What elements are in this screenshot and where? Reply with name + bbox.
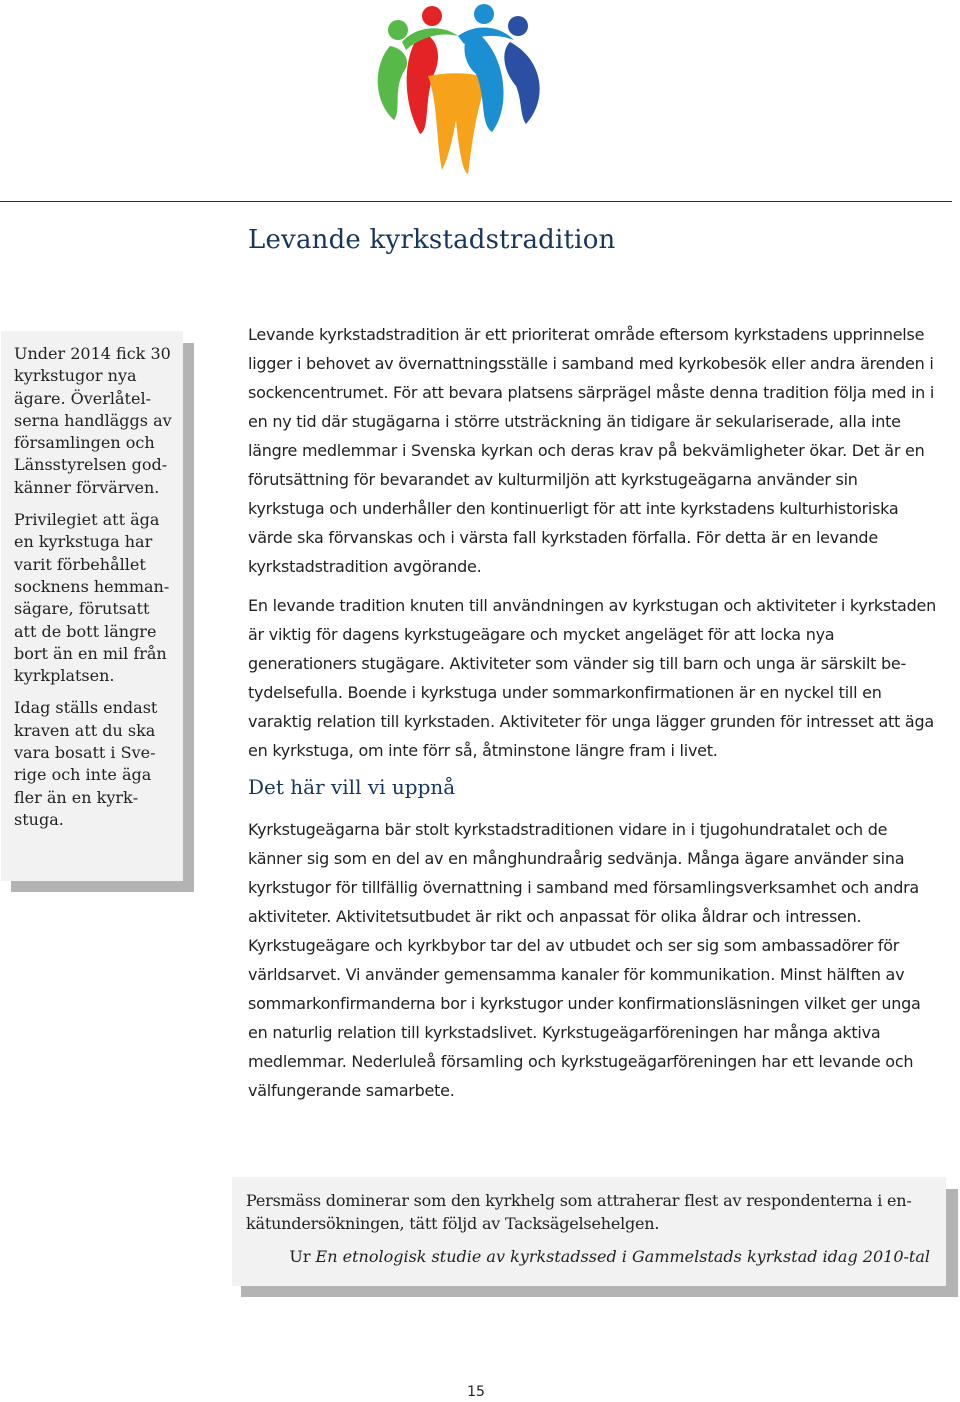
quote-text: Persmäss dominerar som den kyrkhelg som attraherar flest av respondenterna i enkätundersökningen, tätt följd av Tacksägelsehelgen. <box>246 1191 912 1233</box>
quote-source-title: En etnologisk studie av kyrkstadssed i Gammelstads kyrkstad idag 2010-tal <box>315 1247 930 1266</box>
body-paragraph: En levande tradition knuten till användningen av kyrkstugan och aktiviteter i kyrkstaden är viktig för dagens kyrkstugeägare och mycket angeläget för att locka nya generationers stugägare. Aktiviteter som vänder sig till barn och unga är särskilt betydelsefulla. Boende i kyrkstuga under sommarkonfirmationen är en nyckel till en varaktig relation till kyrkstaden. Aktiviteter för unga lägger grunden för intresset att äga en kyrkstuga, om inte förr så, åtminstone längre fram i livet. <box>248 596 936 760</box>
body-paragraph: Kyrkstugeägarna bär stolt kyrkstadstraditionen vidare in i tjugohundratalet och de känner sig som en del av en månghundraårig sedvänja. Många ägare använder sina kyrkstugor för tillfällig övernattning i samband med församlingsverksamhet och andra aktiviteter. Aktivitetsutbudet är rikt och anpassat för olika åldrar och intressen. Kyrkstugeägare och kyrkbybor tar del av utbudet och ser sig som ambassadörer för världsarvet. Vi använder gemensamma kanaler för kommunikation. Minst hälften av sommarkonfirmanderna bor i kyrkstugor under konfirmationsläsningen vilket ger unga en naturlig relation till kyrkstadslivet. Kyrkstugeägarföreningen har många aktiva medlemmar. Nederluleå församling och kyrkstugeägarföreningen har ett levande och välfungerande samarbete. <box>248 820 921 1100</box>
section-heading: Det här vill vi uppnå <box>248 775 456 799</box>
logo <box>372 2 546 178</box>
sidebar-paragraph: Under 2014 fick 30 kyrkstugor nya ägare. Överlåtelserna handläggs av församlingen och Länsstyrelsen godkänner förvärven. <box>14 344 172 497</box>
main-content <box>248 320 936 1115</box>
people-logo-icon <box>372 2 546 178</box>
sidebar-fact-box <box>1 331 183 881</box>
page-title: Levande kyrkstadstradition <box>248 225 616 255</box>
quote-source-prefix: Ur <box>289 1247 316 1266</box>
quote-source <box>246 1245 930 1268</box>
sidebar-paragraph: Privilegiet att äga en kyrkstuga har varit förbehållet socknens hemmansägare, förutsatt att de bott längre bort än en mil från kyrkplatsen. <box>14 510 170 686</box>
page-number: 15 <box>467 1384 485 1400</box>
sidebar-paragraph: Idag ställs endast kraven att du ska vara bosatt i Sverige och inte äga fler än en kyrkstuga. <box>14 698 158 829</box>
body-paragraph: Levande kyrkstadstradition är ett prioriterat område eftersom kyrkstadens upprinnelse ligger i behovet av övernattningsställe i samband med kyrkobesök eller andra ärenden i sockencentrumet. För att bevara platsens särprägel måste denna tradition följa med in i en ny tid där stugägarna i större utsträckning än tidigare är sekulariserade, alla inte längre medlemmar i Svenska kyrkan och deras krav på bekvämligheter ökar. Det är en förutsättning för bevarandet av kulturmiljön att kyrkstugeägarna använder sin kyrkstuga och underhåller den kontinuerligt för att inte kyrkstadens kulturhistoriska värde ska förvanskas och i värsta fall kyrkstaden förfalla. För detta är en levande kyrkstadstradition avgörande. <box>248 325 935 576</box>
header-rule <box>0 201 952 202</box>
quote-box <box>232 1177 946 1286</box>
